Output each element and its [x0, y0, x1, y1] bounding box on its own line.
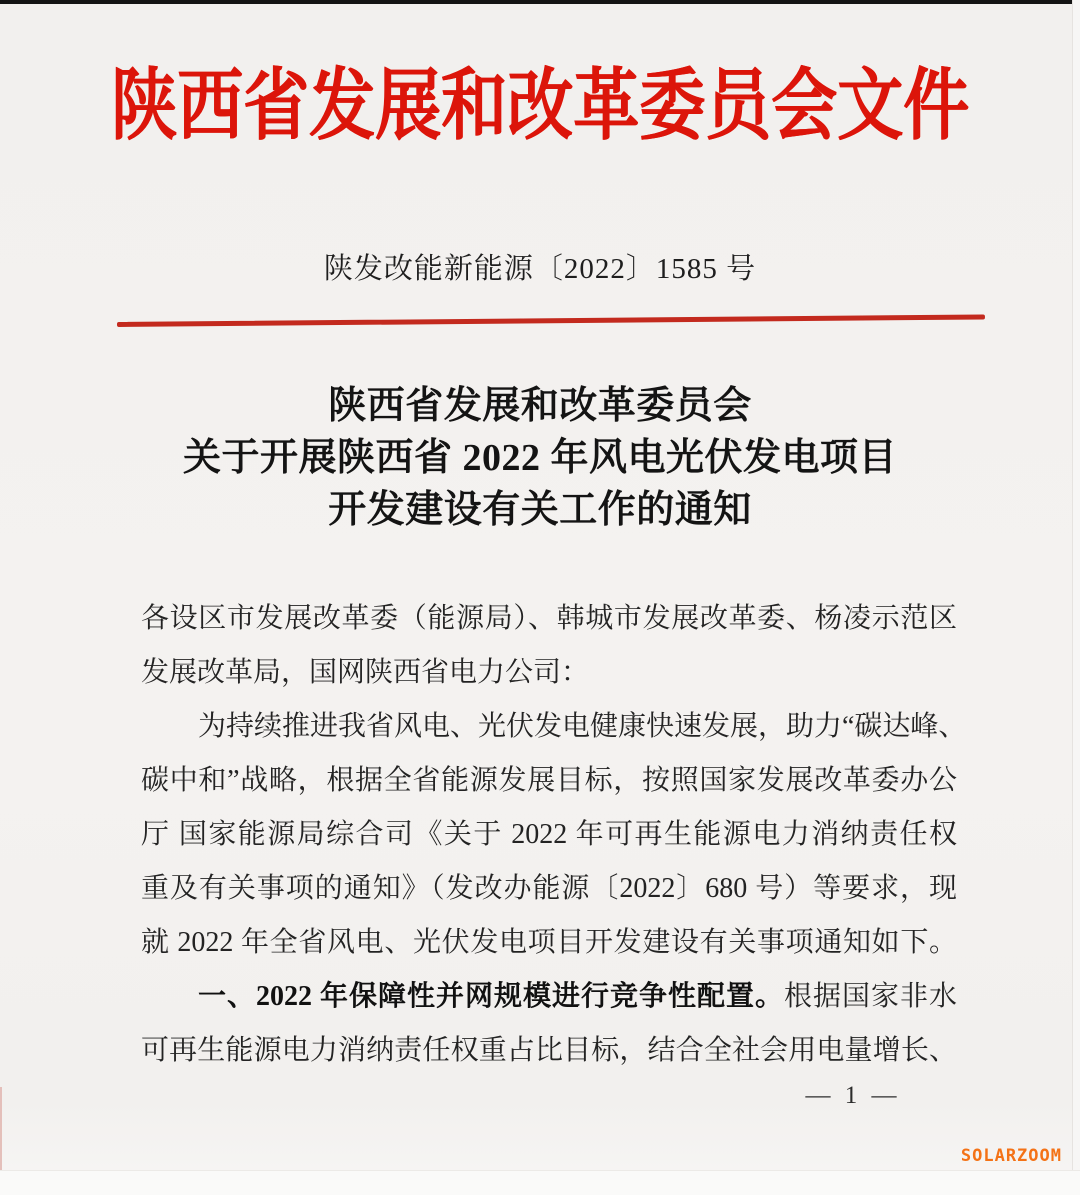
- solarzoom-watermark: SOLARZOOM: [960, 1146, 1062, 1166]
- section-1-line-1: [141, 970, 957, 1024]
- paragraph-1-line-3: 厅 国家能源局综合司《关于 2022 年可再生能源电力消纳责任权: [141, 819, 957, 850]
- paragraph-1-line-2: 碳中和”战略，根据全省能源发展目标，按照国家发展改革委办公: [141, 765, 957, 796]
- section-1-line-2: 可再生能源电力消纳责任权重占比目标，结合全社会用电量增长、: [141, 1035, 957, 1066]
- scan-right-edge: [1072, 0, 1080, 1195]
- recipient-line-2: 发展改革局，国网陕西省电力公司：: [141, 657, 590, 688]
- scan-bottom-edge: [0, 1170, 1080, 1195]
- section-1-text-start: 根据国家非水: [783, 981, 957, 1012]
- document-title-line-2: 关于开展陕西省 2022 年风电光伏发电项目: [182, 437, 897, 479]
- section-1-heading: 一、2022 年保障性并网规模进行竞争性配置。: [198, 981, 784, 1012]
- recipient-line-1: 各设区市发展改革委（能源局）、韩城市发展改革委、杨凌示范区: [141, 603, 957, 634]
- scan-left-artifact: [0, 1087, 2, 1171]
- document-title-line-1: 陕西省发展和改革委员会: [328, 385, 752, 427]
- paragraph-1-line-1: 为持续推进我省风电、光伏发电健康快速发展，助力“碳达峰、: [198, 711, 967, 742]
- letterhead-divider-rule: [117, 314, 985, 327]
- document-title: [0, 380, 1080, 536]
- document-title-line-3: 开发建设有关工作的通知: [328, 489, 752, 531]
- document-body: [141, 592, 967, 1078]
- document-reference-number: 陕发改能新能源〔2022〕1585 号: [323, 253, 757, 285]
- page-number: — 1 —: [805, 1082, 901, 1109]
- paragraph-1-line-5: 就 2022 年全省风电、光伏发电项目开发建设有关事项通知如下。: [141, 927, 957, 958]
- scan-top-edge: [0, 0, 1080, 4]
- paragraph-1-line-4: 重及有关事项的通知》（发改办能源〔2022〕680 号）等要求，现: [141, 873, 957, 904]
- agency-letterhead-title: 陕西省发展和改革委员会文件: [111, 63, 969, 150]
